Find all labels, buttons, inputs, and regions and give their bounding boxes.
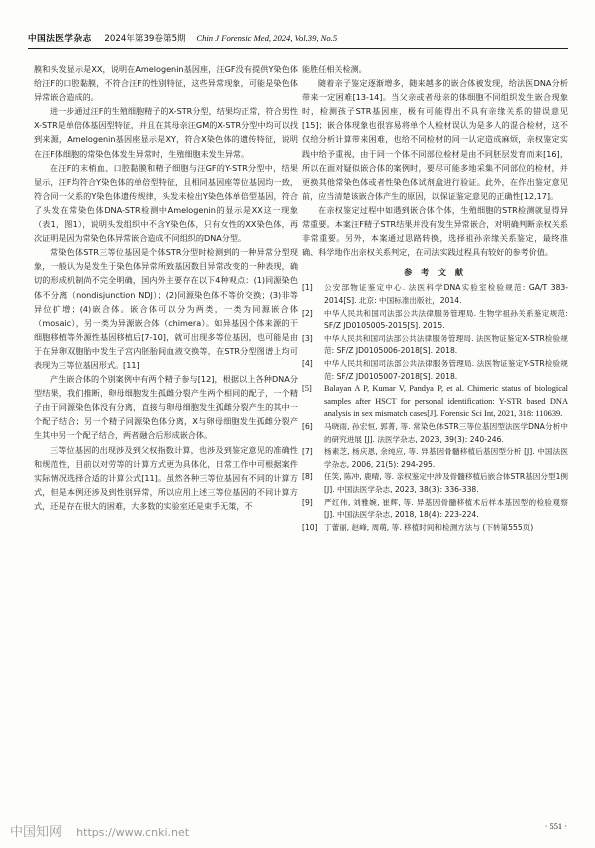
watermark-text: 中国知网	[10, 825, 63, 840]
paragraph: 三等位基因的出现涉及到父权指数计算，也涉及到鉴定意见的准确性和规范性，目前以对劳等的计算方式更为具体化，日常工作中可根据案件实际情况选择合适的计算公式[11]。虽然各种三等位基因有不同的计算方式，但是本例还涉及到性别异常，所以应用上述三等位基因的不同计算方式，还是存在很大的困难，大多数的实验室还是束手无策，不	[34, 444, 298, 511]
reference-text: Balayan A P, Kumar V, Pandya P, et al. Chimeric status of biological samples after HSCT for personal identification: Y-STR based DNA analysis in sex mismatch cases[J]. Forensic Sci Int, 2021, 318: 110639.	[324, 384, 568, 419]
issue-cn: 2024年第39卷第5期	[104, 34, 186, 44]
paragraph: 随着亲子鉴定逐渐增多，随来越多的嵌合体被发现，给法医DNA分析带来一定困难[13-14]。当父亲或者母亲的体细胞不同组织发生嵌合现象时，检测孩子STR基因座，极有可能得出不具有亲缘关系的错误意见[15]；嵌合体现象也很容易将单个人检材误认为是多人的混合检材，这不仅给分析计算带来困难，也给不同检材的同一认定造成麻烦，亲权鉴定实践中给予重视，由于同一个体不同部位检材是由不同胚层发育而来[16]，所以在面对疑似嵌合体的案例时，要尽可能多地采集不同部位的检材，并更换其他常染色体或者性染色体试剂盒进行验证。此外，在作出鉴定意见前，应当清楚该嵌合体产生的原因，以保证鉴定意见的正确性[12,17]。	[302, 78, 568, 201]
reference-number: [9]	[302, 497, 313, 507]
header-rule	[28, 48, 568, 49]
paragraph: 在亲权鉴定过程中如遇到嵌合体个体，生殖细胞的STR检测就显得异常重要。本案汪F精子STR结果并没有发生异常嵌合，对明确判断亲权关系非常重要。另外，本案通过思路转换，选择祖孙亲缘关系鉴定，最终准确、科学地作出亲权关系判定，在司法实践过程具有较好的参考价值。	[302, 204, 568, 258]
journal-title-cn: 中国法医学杂志	[28, 34, 92, 44]
reference-list	[302, 282, 568, 534]
paragraph: 进一步通过汪F的生殖细胞精子的X-STR分型，结果均正常，符合男性X-STR是单倍体基因型特征，并且在其母亲汪GM的X-STR分型中均可以找到来源，Amelogenin基因座显示是XY，符合X染色体的遗传特征，说明在汪F体细胞的常染色体发生异常时，生殖细胞未发生异常。	[34, 106, 298, 159]
right-column	[302, 62, 568, 534]
running-header	[28, 32, 568, 46]
reference-item	[302, 421, 568, 446]
page-number: · 551 ·	[544, 822, 567, 831]
watermark	[10, 821, 189, 840]
paragraph: 在汪F的末梢血、口腔黏膜和精子细胞与汪GF的Y-STR分型中，结果显示，汪F均符合Y染色体的单倍型特征，且相同基因座等位基因均一致，符合同一父系的Y染色体遗传规律，头发未检出Y染色体单倍型基因，符合了头发在常染色体DNA-STR检测中Amelogenin的显示是XX这一现象（表1，图1），说明头发组织中不含Y染色体，只有女性的XX染色体，再次证明是因为常染色体异常嵌合造成不同组织的DNA分型。	[34, 162, 298, 244]
paragraph: 膜和头发显示是XX，说明在Amelogenin基因座，汪GF没有提供Y染色体给汪F的口腔黏膜，不符合汪F的性别特征，这些异常现象，可能是染色体异常嵌合造成的。	[34, 64, 298, 103]
reference-number: [1]	[302, 283, 313, 293]
reference-text: 中华人民共和国司法部公共法律服务管理局. 法医物证鉴定Y-STR检验规范: SF/Z JD0105007-2018[S]. 2018.	[324, 358, 568, 381]
reference-item	[302, 497, 568, 522]
reference-item	[302, 383, 568, 421]
reference-number: [3]	[302, 333, 313, 343]
journal-title-en: Chin J Forensic Med, 2024, Vol.39, No.5	[196, 33, 338, 43]
reference-item	[302, 282, 568, 307]
reference-number: [5]	[302, 384, 312, 394]
reference-item	[302, 308, 568, 333]
reference-text: 公安部物证鉴定中心. 法医科学DNA实验室检验规范: GA/T 383-2014[S]. 北京: 中国标准出版社，2014.	[324, 283, 568, 305]
reference-item	[302, 333, 568, 358]
watermark-url: https://www.cnki.net	[76, 826, 190, 839]
right-paragraphs	[302, 62, 568, 259]
reference-text: 丁蕾丽, 赵峰, 周萌, 等. 移植时间和检测方法与 (下转第555页)	[324, 522, 534, 532]
paragraph: 能胜任相关检测。	[302, 64, 367, 74]
reference-number: [2]	[302, 308, 313, 318]
reference-item	[302, 358, 568, 383]
references-title: 参 考 文 献	[404, 267, 466, 278]
paragraph: 常染色体STR三等位基因是个体STR分型时检测到的一种异常分型现象，一般认为是发生于染色体异常所致基因数目异常改变的一种表现，确切的形成机制尚不完全明确，国内外主要存在以下4种观点：(1)同源染色体不分离（nondisjunction NDJ）；(2)同源染色体不等价交换；(3)非等异位扩增；(4)嵌合体。嵌合体可以分为两类，一类为同源嵌合体（mosaic），另一类为异源嵌合体（chimera）。如异基因个体来源的干细胞移植等外源性基因移植后[7-10]，就可出现多等位基因，也可能是由于在异卵双胞胎中发生子宫内胚胎间血液交换等，在STR分型图谱上均可表现为三等位基因形式。[11]	[34, 247, 298, 370]
reference-number: [8]	[302, 472, 313, 482]
reference-text: 中华人民共和国司法部公共法律服务管理局. 法医物证鉴定X-STR检验规范: SF/Z JD0105006-2018[S]. 2018.	[324, 333, 568, 356]
reference-item	[302, 471, 568, 496]
reference-text: 马晓雨, 孙宏恒, 郭菁, 等. 常染色体STR三等位基因型法医学DNA分析中的研究进展 [J]. 法医学杂志, 2023, 39(3): 240-246.	[324, 421, 568, 444]
reference-number: [7]	[302, 447, 313, 457]
reference-item	[302, 522, 568, 535]
reference-text: 任笑, 陈冲, 鹿晴, 等. 亲权鉴定中涉及骨髓移植后嵌合体STR基因分型1例 [J]. 中国法医学杂志, 2023, 38(3): 336-338.	[324, 472, 568, 494]
paragraph: 产生嵌合体的个别案例中有两个精子参与[12]，根据以上各种DNA分型结果，我们推断，卵母细胞发生孤雌分裂产生两个相同的配子，一个精子由于同源染色体没有分离，直接与卵母细胞发生孤雌分裂产生的其中一个配子结合；另一个精子同源染色体分离，X与卵母细胞发生孤雌分裂产生其中另一个配子结合，两者融合后形成嵌合体。	[34, 374, 298, 441]
reference-item	[302, 446, 568, 471]
reference-text: 中华人民共和国司法部公共法律服务管理局. 生物学祖孙关系鉴定规范: SF/Z JD0105005-2015[S]. 2015.	[324, 308, 568, 331]
reference-text: 严红伟, 刘雅婉, 崔辉, 等. 异基因骨髓移植术后样本基因型的检验观察 [J]. 中国法医学杂志, 2018, 18(4): 223-224.	[324, 497, 568, 520]
reference-text: 杨素芝, 杨庆恩, 余纯应, 等. 异基因骨髓移植后基因型分析 [J]. 中国法医学杂志, 2006, 21(5): 294-295.	[324, 447, 568, 469]
reference-number: [10]	[302, 522, 318, 532]
left-column	[34, 62, 298, 513]
reference-number: [4]	[302, 358, 313, 368]
reference-number: [6]	[302, 421, 313, 431]
